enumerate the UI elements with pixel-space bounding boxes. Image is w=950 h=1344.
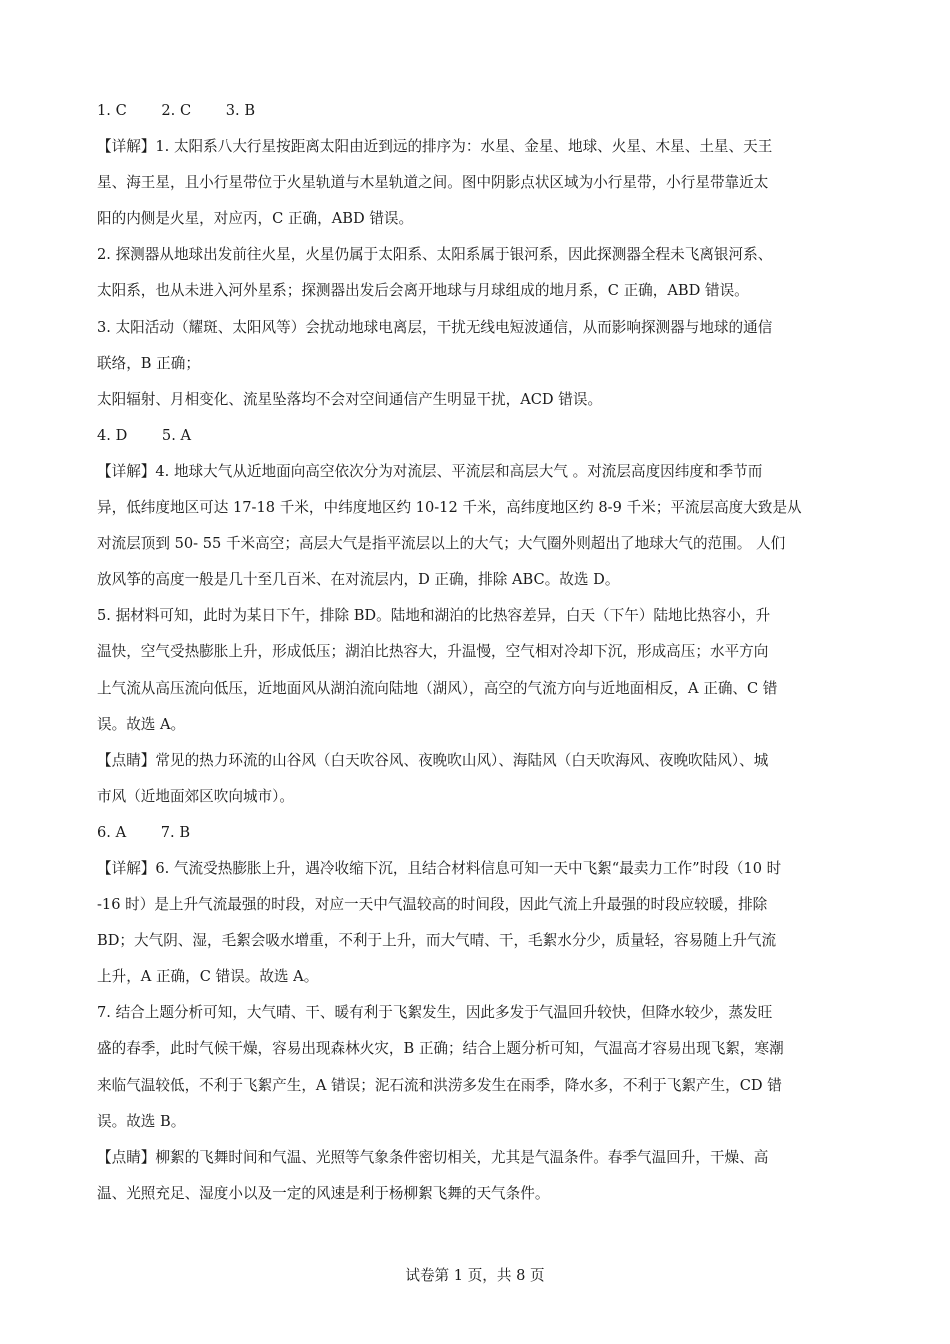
tip-6-7-line-1: 【点睛】柳絮的飞舞时间和气温、光照等气象条件密切相关，尤其是气温条件。春季气温回升，干燥、高 xyxy=(97,1148,769,1166)
answer-key-6-7 xyxy=(97,815,857,851)
explain-5-line-4: 误。故选 A。 xyxy=(97,715,186,733)
explain-5-line-3: 上气流从高压流向低压，近地面风从湖泊流向陆地（湖风），高空的气流方向与近地面相反，A 正确、C 错 xyxy=(97,679,778,697)
explain-7-line-3: 来临气温较低，不利于飞絮产生，A 错误；泥石流和洪涝多发生在雨季，降水多，不利于飞絮产生，CD 错 xyxy=(97,1076,782,1094)
explain-3-line-2: 联络，B 正确； xyxy=(97,354,200,372)
answer-6: 6. A xyxy=(97,823,127,841)
answer-7: 7. B xyxy=(160,823,191,841)
answer-key-1-3 xyxy=(97,93,857,129)
explain-7-line-1: 7. 结合上题分析可知，大气晴、干、暖有利于飞絮发生，因此多发于气温回升较快，但降水较少，蒸发旺 xyxy=(97,1004,773,1022)
explain-1-line-1: 【详解】1. 太阳系八大行星按距离太阳由近到远的排序为：水星、金星、地球、火星、木星、土星、天王 xyxy=(97,138,773,156)
explain-4-line-3: 对流层顶到 50- 55 千米高空；高层大气是指平流层以上的大气；大气圈外则超出了地球大气的范围。 人们 xyxy=(97,535,786,553)
answer-2: 2. C xyxy=(161,102,192,119)
answer-3: 3. B xyxy=(225,102,256,119)
explain-4-line-2: 异，低纬度地区可达 17-18 千米，中纬度地区约 10-12 千米，高纬度地区约 8-9 千米；平流层高度大致是从 xyxy=(97,499,802,517)
answer-content xyxy=(97,93,857,1212)
explain-7-line-2: 盛的春季，此时气候干燥，容易出现森林火灾，B 正确；结合上题分析可知，气温高才容易出现飞絮，寒潮 xyxy=(97,1040,784,1058)
explain-1-line-3: 阳的内侧是火星，对应丙，C 正确，ABD 错误。 xyxy=(97,210,414,228)
page-footer: 试卷第 1 页，共 8 页 xyxy=(405,1267,545,1284)
explain-6-line-1: 【详解】6. 气流受热膨胀上升，遇冷收缩下沉，且结合材料信息可知一天中飞絮“最卖力工作”时段（10 时 xyxy=(97,859,782,877)
tip-4-5-line-1: 【点睛】常见的热力环流的山谷风（白天吹谷风、夜晚吹山风）、海陆风（白天吹海风、夜晚吹陆风）、城 xyxy=(97,751,769,769)
tip-6-7-line-2: 温、光照充足、湿度小以及一定的风速是利于杨柳絮飞舞的天气条件。 xyxy=(97,1184,550,1202)
explain-5-line-1: 5. 据材料可知，此时为某日下午，排除 BD。陆地和湖泊的比热容差异，白天（下午）陆地比热容小，升 xyxy=(97,607,771,625)
explain-6-line-2: -16 时）是上升气流最强的时段，对应一天中气温较高的时间段，因此气流上升最强的时段应较暖，排除 xyxy=(97,896,768,914)
explain-6-line-4: 上升，A 正确，C 错误。故选 A。 xyxy=(97,968,319,986)
explain-7-line-4: 误。故选 B。 xyxy=(97,1112,186,1130)
answer-key-4-5 xyxy=(97,418,857,454)
tip-4-5-line-2: 市风（近地面郊区吹向城市）。 xyxy=(97,787,295,805)
explain-6-line-3: BD；大气阴、湿，毛絮会吸水增重，不利于上升，而大气晴、干，毛絮水分少，质量轻，容易随上升气流 xyxy=(97,932,777,950)
explain-4-line-4: 放风筝的高度一般是几十至几百米、在对流层内，D 正确，排除 ABC。故选 D。 xyxy=(97,571,620,589)
explain-2-line-2: 太阳系，也从未进入河外星系；探测器出发后会离开地球与月球组成的地月系，C 正确，ABD 错误。 xyxy=(97,282,749,300)
answer-1: 1. C xyxy=(97,102,127,119)
explain-5-line-2: 温快，空气受热膨胀上升，形成低压；湖泊比热容大，升温慢，空气相对冷却下沉，形成高压；水平方向 xyxy=(97,643,769,661)
explain-3-line-1: 3. 太阳活动（耀斑、太阳风等）会扰动地球电离层，干扰无线电短波通信，从而影响探测器与地球的通信 xyxy=(97,318,773,336)
answer-4: 4. D xyxy=(97,426,128,444)
answer-5: 5. A xyxy=(161,426,192,444)
explain-2-line-1: 2. 探测器从地球出发前往火星，火星仍属于太阳系、太阳系属于银河系，因此探测器全程未飞离银河系、 xyxy=(97,246,773,264)
explain-4-line-1: 【详解】4. 地球大气从近地面向高空依次分为对流层、平流层和高层大气 。对流层高度因纬度和季节而 xyxy=(97,462,763,480)
explain-3-line-3: 太阳辐射、月相变化、流星坠落均不会对空间通信产生明显干扰，ACD 错误。 xyxy=(97,390,603,408)
explain-1-line-2: 星、海王星，且小行星带位于火星轨道与木星轨道之间。图中阴影点状区域为小行星带，小行星带靠近太 xyxy=(97,174,769,192)
